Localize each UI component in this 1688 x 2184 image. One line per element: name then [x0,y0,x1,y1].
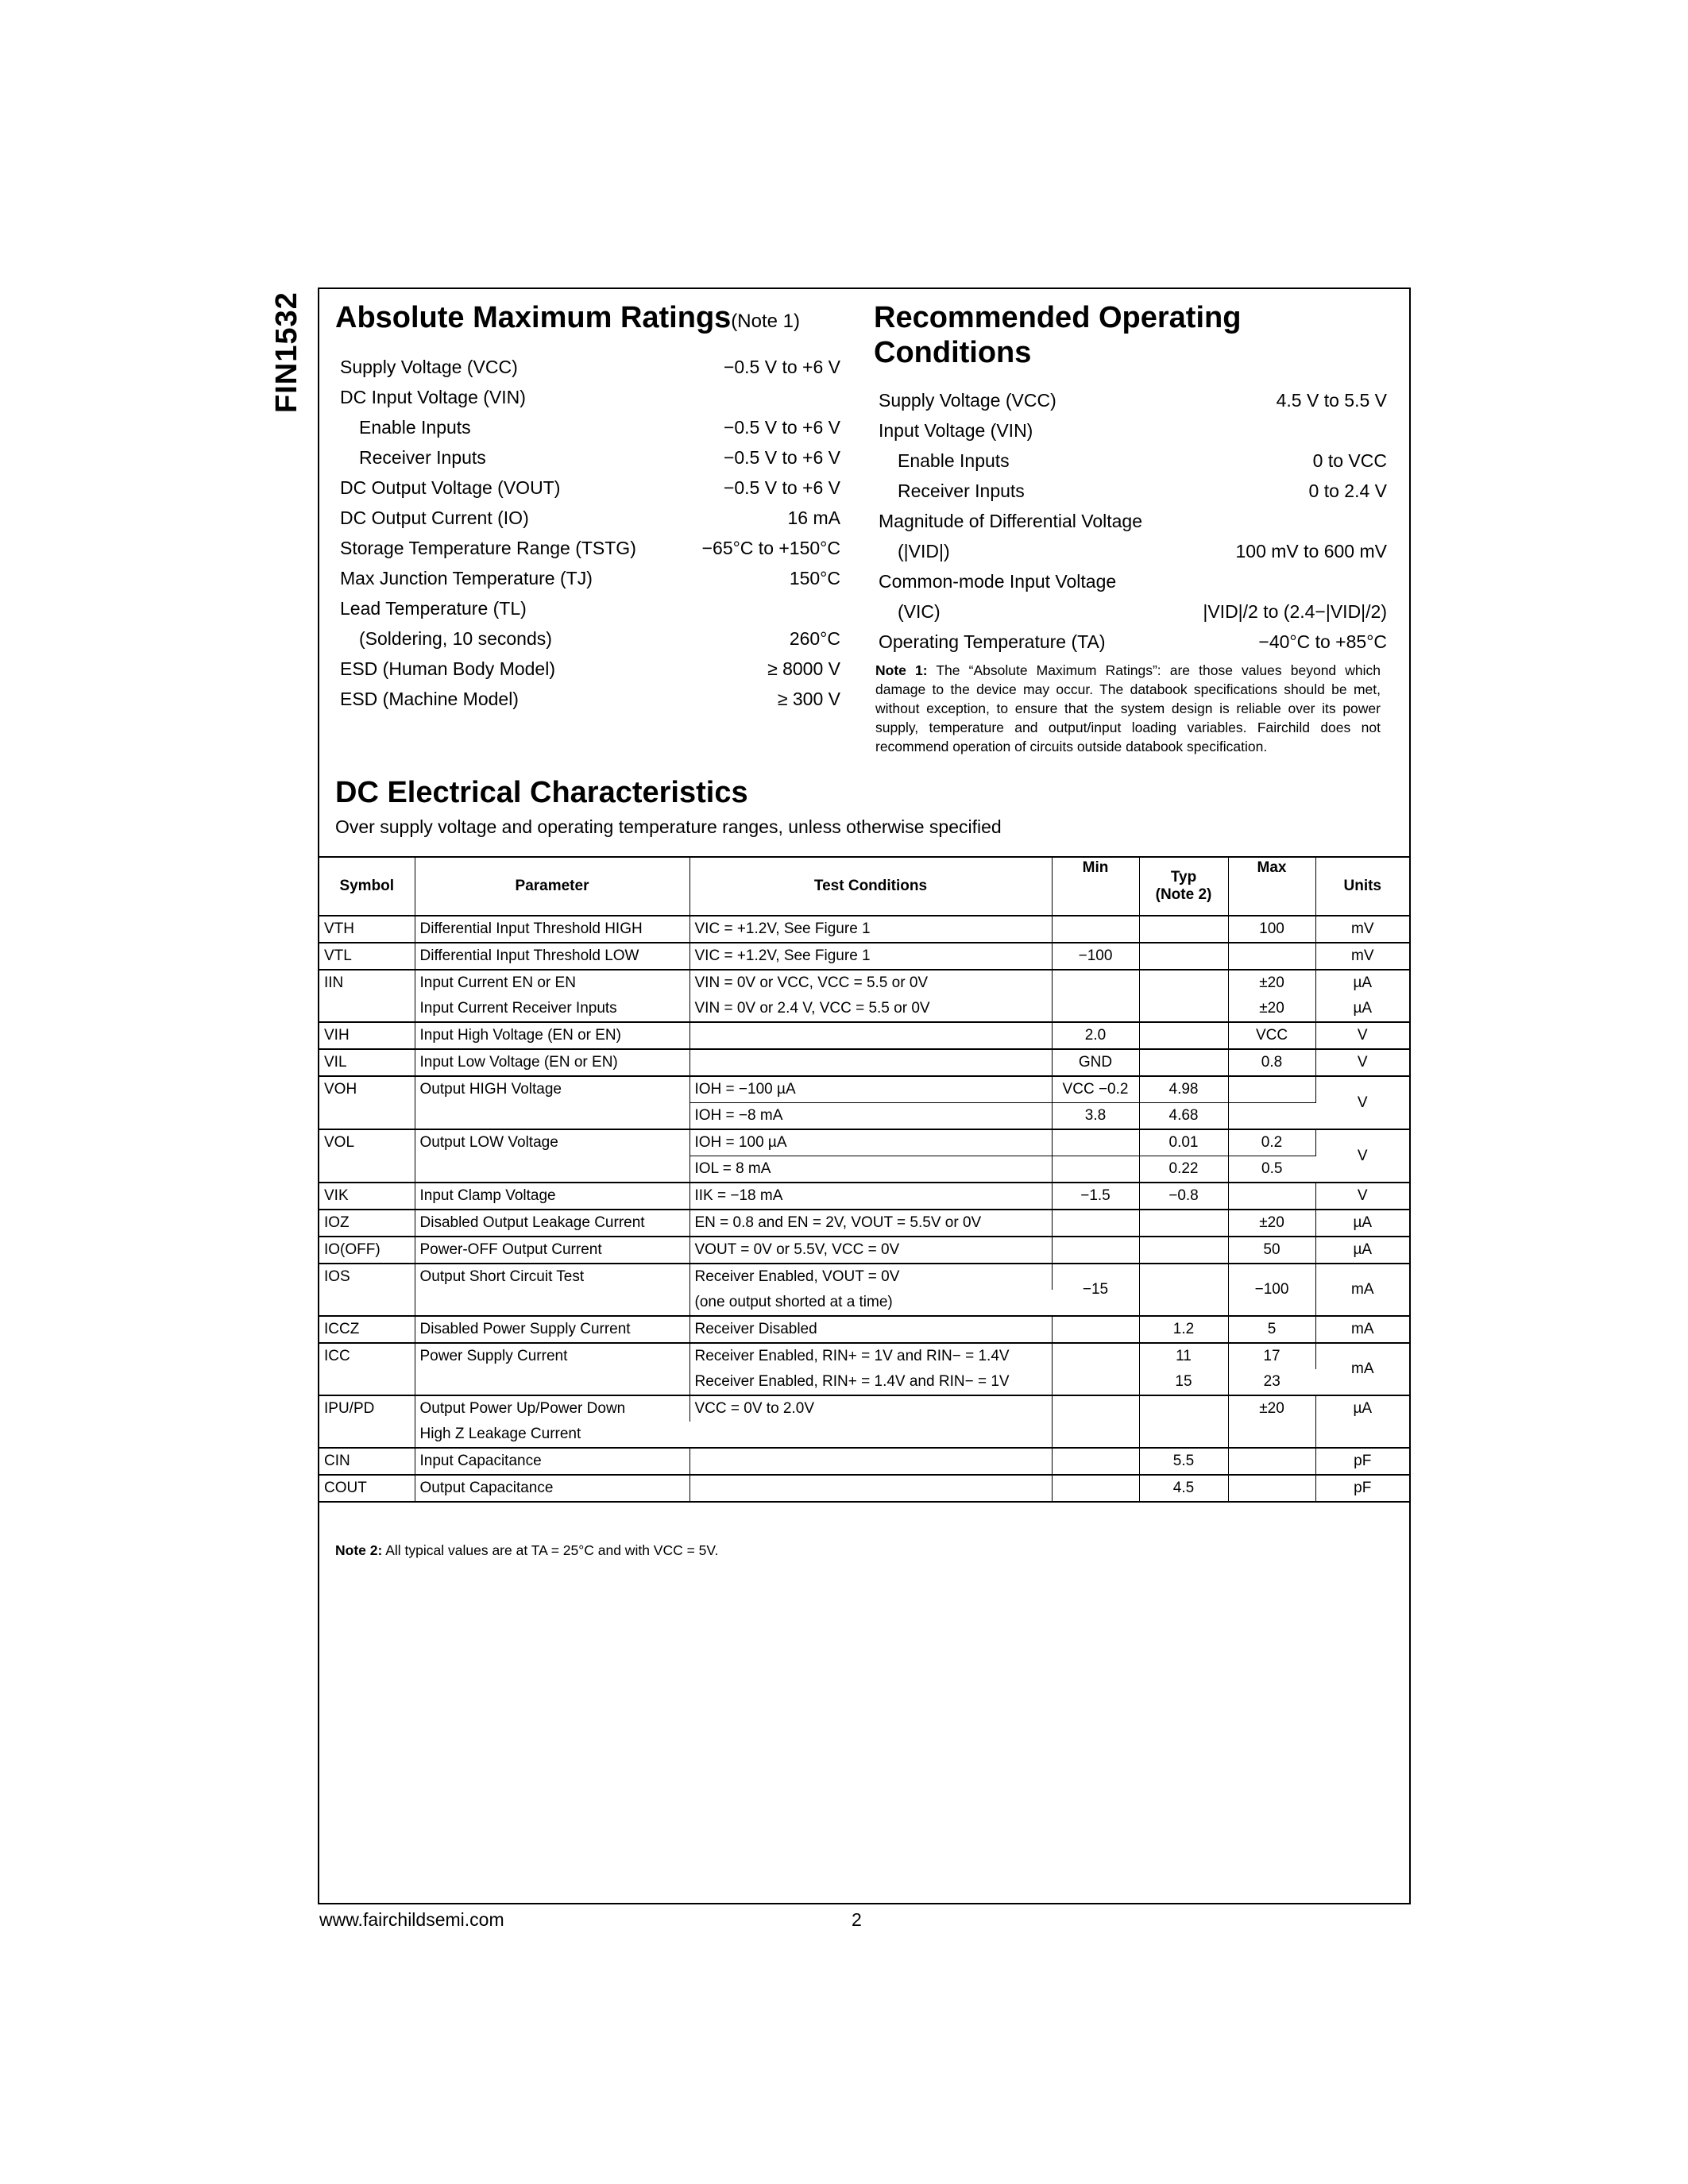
abs-max-note-ref: (Note 1) [731,311,800,332]
list-item: (|VID|) 100 mV to 600 mV [898,541,1387,561]
table-row: High Z Leakage Current [419,1426,581,1442]
table-row: ICC Power Supply Current Receiver Enabled, RIN+ = 1V and RIN− = 1.4V 11 17 mA [319,1343,1409,1369]
note-1-text: The “Absolute Maximum Ratings”: are those values beyond which damage to the device may occur. The databook specifications should be met, without exception, to ensure that the system design is reliable over its power supply, temperature and output/input loading variables. Fairchild does not recommend operation of circuits outside databook specification. [875,662,1381,754]
list-item: Receiver Inputs −0.5 V to +6 V [359,447,840,468]
list-item: Input Voltage (VIN) [879,420,1033,441]
list-item: Enable Inputs 0 to VCC [898,450,1387,471]
col-header-min: Min [1052,857,1139,916]
col-header-max: Max [1228,857,1315,916]
table-row: IOL = 8 mA 0.22 0.5 [319,1156,1409,1183]
table-row: VIK Input Clamp Voltage IIK = −18 mA −1.5 −0.8 V [319,1183,1409,1210]
list-item: ESD (Human Body Model) ≥ 8000 V [340,658,840,679]
col-header-typ: Typ (Note 2) [1139,857,1228,916]
table-row: VIH Input High Voltage (EN or EN) 2.0 VCC V [319,1022,1409,1049]
list-item: (Soldering, 10 seconds) 260°C [359,628,840,649]
abs-max-heading [335,300,800,339]
table-row: IIN Input Current EN or EN VIN = 0V or VCC, VCC = 5.5 or 0V ±20 µA [319,970,1409,996]
table-row: COUT Output Capacitance 4.5 pF [319,1475,1409,1502]
list-item: Operating Temperature (TA) −40°C to +85°C [879,631,1387,652]
table-row: VIL Input Low Voltage (EN or EN) GND 0.8 V [319,1049,1409,1076]
page-number: 2 [852,1909,862,1930]
dc-title: DC Electrical Characteristics [335,776,748,809]
table-row: Input Current Receiver Inputs VIN = 0V or 2.4 V, VCC = 5.5 or 0V ±20 µA [319,996,1409,1022]
list-item: DC Input Voltage (VIN) [340,387,526,407]
table-row: VTH Differential Input Threshold HIGH VIC = +1.2V, See Figure 1 100 mV [319,916,1409,943]
col-header-parameter: Parameter [415,857,689,916]
dc-characteristics-table [319,856,1409,1503]
rec-op-title-line2: Conditions [874,336,1032,369]
list-item: DC Output Current (IO) 16 mA [340,507,840,528]
list-item: Max Junction Temperature (TJ) 150°C [340,568,840,588]
col-header-symbol: Symbol [319,857,415,916]
abs-max-list [340,352,840,714]
table-row: ICCZ Disabled Power Supply Current Receiver Disabled 1.2 5 mA [319,1316,1409,1343]
note-1 [875,661,1381,756]
list-item: (VIC) |VID|/2 to (2.4−|VID|/2) [898,601,1387,622]
note-2 [335,1542,718,1559]
rec-op-title-line1: Recommended Operating [874,301,1242,334]
list-item: Lead Temperature (TL) [340,598,527,619]
table-row: Receiver Enabled, RIN+ = 1.4V and RIN− = 1V 15 23 [319,1369,1409,1395]
col-header-conditions: Test Conditions [689,857,1052,916]
table-row: VOH Output HIGH Voltage IOH = −100 µA VCC −0.2 4.98 V [319,1076,1409,1103]
abs-max-title: Absolute Maximum Ratings [335,301,732,334]
table-row: IO(OFF) Power-OFF Output Current VOUT = 0V or 5.5V, VCC = 0V 50 µA [319,1237,1409,1264]
rec-op-list [879,385,1387,657]
dc-subtitle: Over supply voltage and operating temperature ranges, unless otherwise specified [335,816,1002,837]
table-row: IOH = −8 mA 3.8 4.68 [319,1103,1409,1130]
note-2-text: All typical values are at TA = 25°C and with VCC = 5V. [385,1542,719,1558]
table-row: CIN Input Capacitance 5.5 pF [319,1448,1409,1475]
table-header-row [319,857,1409,916]
table-row: VTL Differential Input Threshold LOW VIC = +1.2V, See Figure 1 −100 mV [319,943,1409,970]
note-1-label: Note 1: [875,662,928,678]
table-row: IPU/PD Output Power Up/Power Down VCC = 0V to 2.0V ±20 µA [319,1395,1409,1422]
list-item: Magnitude of Differential Voltage [879,511,1143,531]
list-item: Receiver Inputs 0 to 2.4 V [898,480,1387,501]
list-item: Supply Voltage (VCC) 4.5 V to 5.5 V [879,390,1387,411]
list-item: Common-mode Input Voltage [879,571,1117,592]
table-row: (one output shorted at a time) [694,1294,893,1310]
col-header-units: Units [1315,857,1409,916]
list-item: DC Output Voltage (VOUT) −0.5 V to +6 V [340,477,840,498]
table-row: VOL Output LOW Voltage IOH = 100 µA 0.01 0.2 V [319,1129,1409,1156]
footer-url-link[interactable]: www.fairchildsemi.com [319,1909,504,1930]
list-item: ESD (Machine Model) ≥ 300 V [340,689,840,709]
rec-op-heading [874,300,1241,370]
part-number-side-title: FIN1532 [270,291,303,413]
list-item: Supply Voltage (VCC) −0.5 V to +6 V [340,357,840,377]
table-row: IOZ Disabled Output Leakage Current EN = 0.8 and EN = 2V, VOUT = 5.5V or 0V ±20 µA [319,1210,1409,1237]
list-item: Storage Temperature Range (TSTG) −65°C to +150°C [340,538,840,558]
table-row: IOS Output Short Circuit Test Receiver Enabled, VOUT = 0V −15 −100 mA [319,1264,1409,1290]
note-2-label: Note 2: [335,1542,383,1558]
list-item: Enable Inputs −0.5 V to +6 V [359,417,840,438]
